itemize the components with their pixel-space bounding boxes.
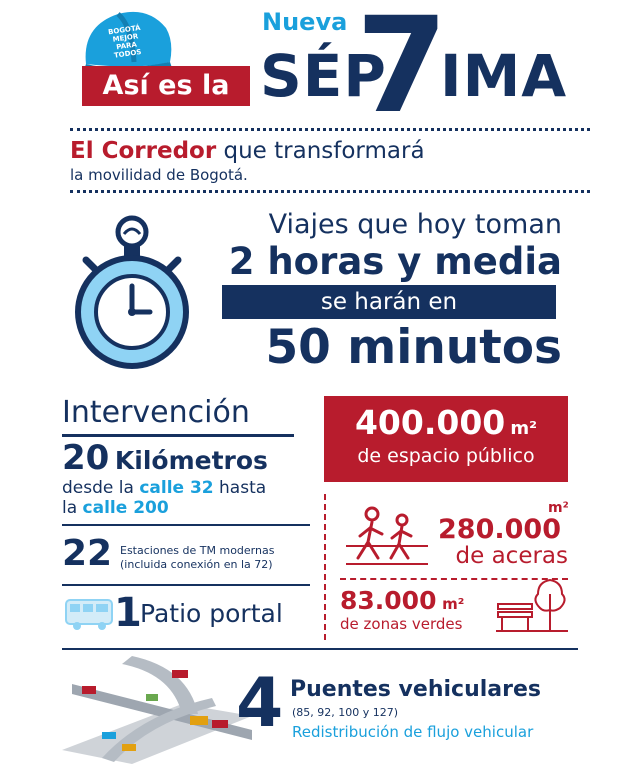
desc-la: la	[62, 498, 78, 518]
divider-left-2	[62, 584, 310, 586]
green-value: 83.000	[340, 586, 437, 615]
patio-number: 1	[114, 590, 142, 636]
divider-bottom	[62, 648, 578, 650]
stations-number: 22	[62, 533, 113, 574]
asi-es-la-banner	[82, 66, 250, 106]
pedestrians-icon	[344, 506, 430, 572]
stations-line2: (incluida conexión en la 72)	[120, 558, 273, 571]
calle-32: calle 32	[139, 478, 214, 498]
trip-line2: 2 horas y media	[228, 240, 562, 283]
km-number: 20	[62, 438, 110, 478]
bridges-sub: (85, 92, 100 y 127)	[292, 706, 399, 719]
title-seven: 7	[356, 0, 448, 143]
sidewalk-unit: m²	[548, 500, 569, 516]
overpass-icon	[62, 654, 252, 764]
bridges-desc: Redistribución de flujo vehicular	[292, 723, 534, 741]
logo-text: BOGOTÁ MEJOR PARA TODOS	[107, 23, 142, 60]
intervention-underline	[62, 434, 294, 437]
km-line	[62, 438, 268, 478]
bridges-number: 4	[236, 664, 284, 743]
asi-es-la-text: Así es la	[102, 70, 230, 101]
bus-icon	[64, 596, 116, 632]
sidewalk-label: de aceras	[455, 543, 568, 569]
green-label: de zonas verdes	[340, 615, 463, 633]
km-label: Kilómetros	[114, 446, 268, 475]
stations-text	[120, 544, 274, 572]
right-vertical-divider	[324, 494, 326, 640]
sidewalk-value: 280.000	[438, 514, 561, 545]
desc-mid: hasta	[219, 478, 267, 498]
stations-line1: Estaciones de TM modernas	[120, 544, 275, 557]
public-space-unit: m²	[510, 418, 538, 439]
desc-prefix: desde la	[62, 478, 134, 498]
subtitle-rest: que transformará	[223, 138, 425, 164]
title-ima: IMA	[440, 42, 568, 110]
public-space-label: de espacio público	[357, 445, 535, 467]
intervention-title: Intervención	[62, 395, 250, 430]
trip-banner	[222, 285, 556, 319]
patio-label: Patio portal	[140, 599, 283, 628]
green-unit: m²	[442, 595, 465, 613]
public-space-box	[324, 396, 568, 482]
public-space-value: 400.000	[354, 403, 506, 442]
trip-line3: se harán en	[320, 289, 458, 315]
bridges-title: Puentes vehiculares	[290, 677, 541, 702]
subtitle	[70, 136, 610, 184]
divider-top	[70, 128, 590, 131]
park-bench-tree-icon	[494, 574, 570, 634]
nueva-text: Nueva	[262, 8, 348, 36]
green-value-line	[340, 586, 464, 616]
title-sep: SÉP	[260, 42, 387, 110]
trip-line4: 50 minutos	[265, 320, 562, 375]
subtitle-bold: El Corredor	[70, 138, 217, 164]
divider-left-1	[62, 524, 310, 526]
divider-subtitle	[70, 190, 590, 193]
header	[0, 0, 640, 143]
subtitle-line2: la movilidad de Bogotá.	[70, 166, 248, 184]
km-desc	[62, 478, 322, 518]
calle-200: calle 200	[82, 498, 169, 518]
stopwatch-icon	[72, 212, 207, 372]
trip-line1: Viajes que hoy toman	[268, 209, 562, 240]
